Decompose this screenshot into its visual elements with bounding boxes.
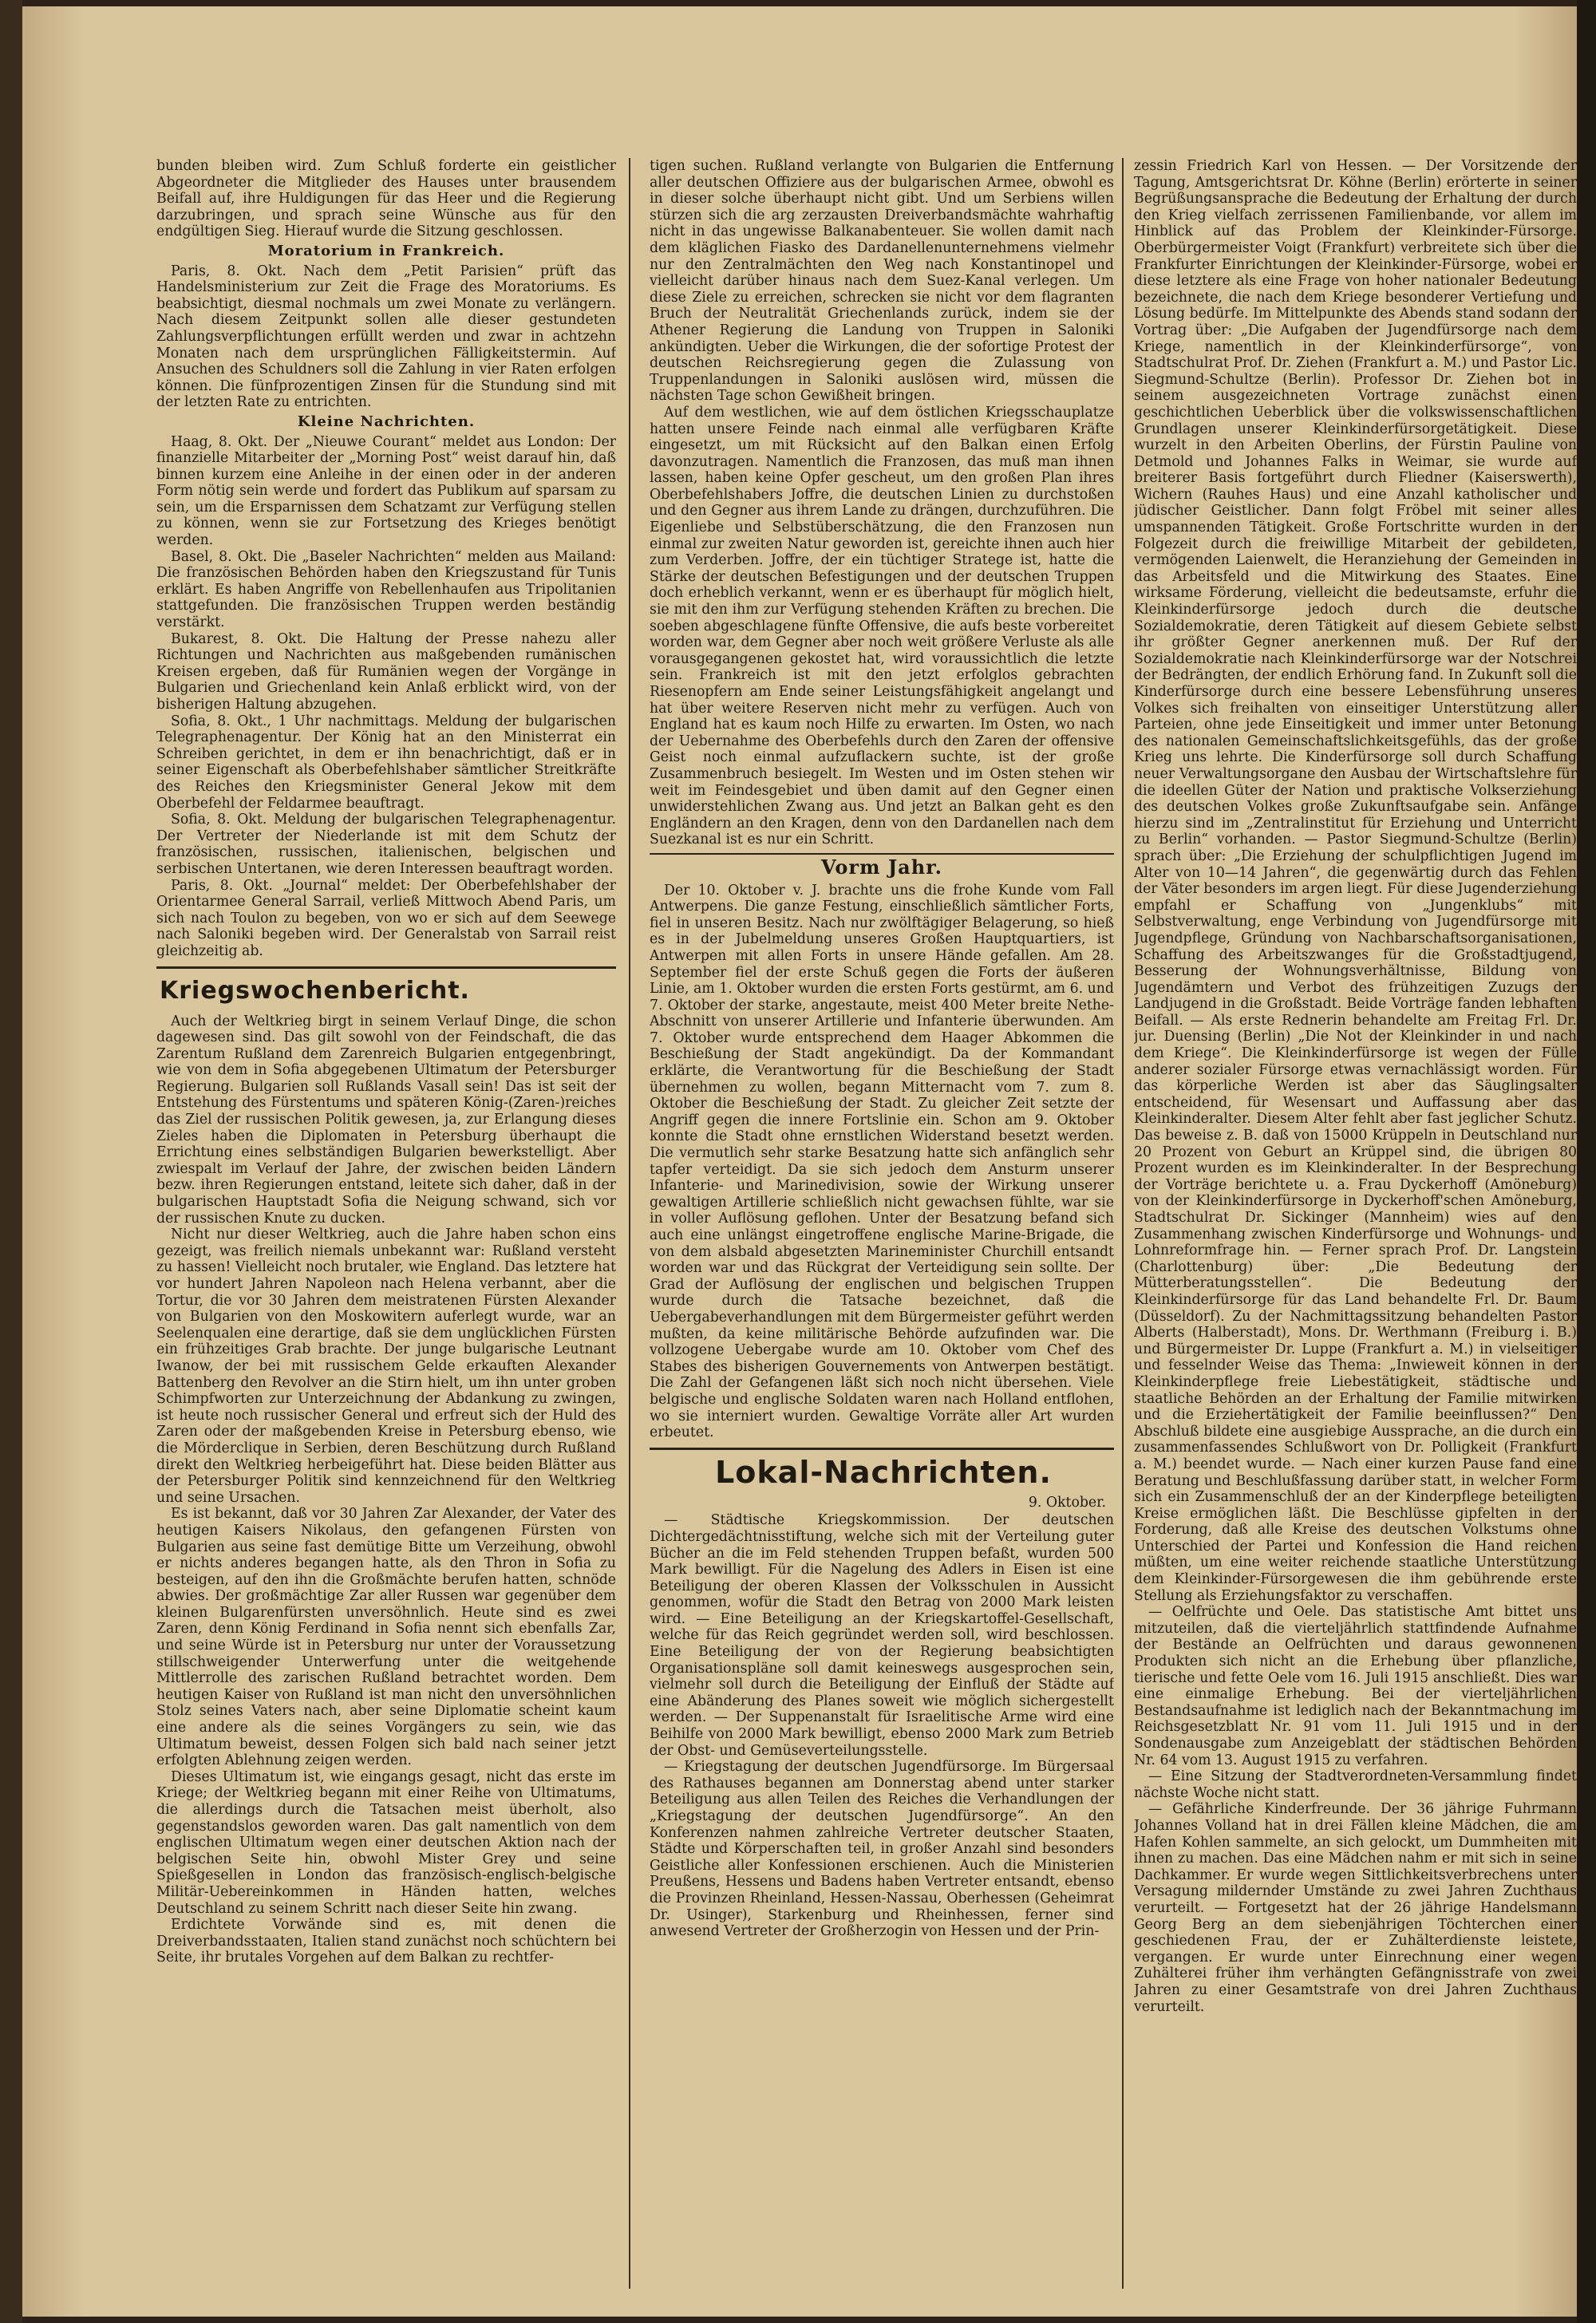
heading-moratorium: Moratorium in Frankreich. bbox=[267, 242, 505, 259]
paragraph: Basel, 8. Okt. Die „Baseler Nachrichten“ melden aus Mailand: Die französischen Behörden haben den Kriegszustand für Tunis erklärt. Es haben Angriffe von Rebellenhaufen aus Tripolitanien stattgefunden. Die französischen Truppen werden beständig verstärkt. bbox=[156, 548, 616, 631]
heading-kriegswochenbericht: Kriegswochenbericht. bbox=[160, 976, 470, 1005]
newspaper-page bbox=[22, 6, 1577, 2317]
paragraph: — Eine Sitzung der Stadtverordneten-Versammlung findet nächste Woche nicht statt. bbox=[1134, 1768, 1577, 1801]
paragraph: Paris, 8. Okt. „Journal“ meldet: Der Oberbefehlshaber der Orientarmee General Sarrail, verließ Mittwoch Abend Paris, um sich nach Toulon zu begeben, von wo er sich auf dem Seewege nach Saloniki begeben wird. Der Generalstab von Sarrail reist gleichzeitig ab. bbox=[156, 877, 616, 959]
column-divider-1 bbox=[629, 158, 630, 2289]
heading-lokal-nachrichten: Lokal-Nachrichten. bbox=[715, 1454, 1052, 1490]
paragraph: zessin Friedrich Karl von Hessen. — Der Vorsitzende der Tagung, Amtsgerichtsrat Dr. Köhne (Berlin) erörterte in seiner Begrüßungsansprache die Bedeutung der Erhaltung der durch den Krieg vielfach zerrissenen Familienbande, vor allem im Hinblick auf das Problem der Kleinkinder-Fürsorge. Oberbürgermeister Voigt (Frankfurt) verbreitete sich über die Frankfurter Einrichtungen der Kleinkinder-Fürsorge, wobei er diese letztere als eine Frage von hoher nationaler Bedeutung bezeichnete, die nach dem Kriege besonderer Vertiefung und Lösung bedürfe. Im Mittelpunkte des Abends stand sodann der Vortrag über: „Die Aufgaben der Jugendfürsorge nach dem Kriege, namentlich in der Kleinkinderfürsorge“, von Stadtschulrat Prof. Dr. Ziehen (Frankfurt a. M.) und Pastor Lic. Siegmund-Schultze (Berlin). Professor Dr. Ziehen bot in seinem ausgezeichneten Vortrage zunächst einen geschichtlichen Ueberblick über die volkswissenschaftlichen Grundlagen unserer Kleinkinderfürsorgetätigkeit. Diese wurzelt in den Arbeiten Oberlins, der Fürstin Pauline von Detmold und Johannes Falks in Weimar, sie wurde auf breiterer Basis fortgeführt durch Fliedner (Kaiserswerth), Wichern (Rauhes Haus) und eine Anzahl katholischer und jüdischer Geistlicher. Dann folgt Fröbel mit seiner alles umspannenden Tätigkeit. Große Fortschritte wurden in der Folgezeit durch die freiwillige Mitarbeit der gebildeten, vermögenden Laienwelt, die Heranziehung der Gemeinden in das Arbeitsfeld und die Mitwirkung des Staates. Eine wirksame Förderung, vielleicht die bedeutsamste, erfuhr die Kleinkinderfürsorge jedoch durch die deutsche Sozialdemokratie, deren Tätigkeit auf diesem Gebiete selbst ihr größter Gegner anerkennen muß. Der Ruf der Sozialdemokratie nach Kleinkinderfürsorge war der Notschrei der Bedrängten, der endlich Erhörung fand. In Zukunft soll die Kinderfürsorge durch eine bessere Lebensführung unseres Volkes sich freihalten von einseitiger Unterstützung aller Parteien, ohne jede Einseitigkeit und immer unter Betonung des nationalen Gemeinschaftslichkeitsgefühls, das der große Krieg uns lehrte. Die Kinderfürsorge soll durch Schaffung neuer Verwaltungsorgane den Ausbau der Wirtschaftslehre für die ideellen Güter der Nation und praktische Volkserziehung des deutschen Volkes große Zukunftsaufgabe sein. Anfänge hierzu sind im „Zentralinstitut für Erziehung und Unterricht zu Berlin“ vorhanden. — Pastor Siegmund-Schultze (Berlin) sprach über: „Die Erziehung der schulpflichtigen Jugend im Alter von 10—14 Jahren“, die gegenwärtig durch das Fehlen der Väter besonders im argen liegt. Für diese Jugenderziehung empfahl er Schaffung von „Jungenklubs“ mit Selbstverwaltung, enge Verbindung von Jugendfürsorge mit Jugendpflege, Gründung von Nachbarschaftsorganisationen, Schaffung des Arbeitszwanges für die Großstadtjugend, Besserung der Wohnungsverhältnisse, Bildung von Jugendämtern und Verbot des frühzeitigen Zuzugs der Landjugend in die Großstadt. Beide Vorträge fanden lebhaften Beifall. — Als erste Rednerin behandelte am Freitag Frl. Dr. jur. Duensing (Berlin) „Die Not der Kleinkinder in und nach dem Kriege“. Die Kleinkinderfürsorge ist wegen der Fülle anderer sozialer Fürsorge etwas vernachlässigt worden. Für das körperliche Werden ist aber das Säuglingsalter entscheidend, für Wesensart und Auffassung aber das Kleinkinderalter. Diesem Alter fehlt aber fast jeglicher Schutz. Das beweise z. B. daß von 15000 Krüppeln in Deutschland nur 20 Prozent von Geburt an Krüppel sind, die übrigen 80 Prozent wurden es im Kleinkinderalter. In der Besprechung der Vorträge berichtete u. a. Frau Dyckerhoff (Amöneburg) von der Kleinkinderfürsorge in Dyckerhoff'schen Amöneburg, Stadtschulrat Dr. Sickinger (Mannheim) wies auf den Zusammenhang zwischen Kinderfürsorge und Wohnungs- und Lohnreformfrage hin. — Ferner sprach Prof. Dr. Langstein (Charlottenburg) über: „Die Bedeutung der Mütterberatungsstellen“. Die Bedeutung der Kleinkinderfürsorge für das Land behandelte Frl. Dr. Baum (Düsseldorf). Zu der Nachmittagssitzung behandelten Pastor Alberts (Halberstadt), Mons. Dr. Werthmann (Freiburg i. B.) und Bürgermeister Dr. Luppe (Frankfurt a. M.) in vielseitiger und fesselnder Weise das Thema: „Inwieweit können in der Kleinkinderpflege freie Liebestätigkeit, städtische und staatliche Behörden an der Erhaltung der Familie mitwirken und die Erziehertätigkeit der Familie beeinflussen?“ Den Abschluß bildete eine ausgiebige Aussprache, an die durch ein zusammenfassendes Schlußwort von Dr. Polligkeit (Frankfurt a. M.) beendet wurde. — Nach einer kurzen Pause fand eine Beratung und Beschlußfassung darüber statt, in welcher Form sich ein Zusammenschluß der an der Kinderpflege beteiligten Kreise ermöglichen läßt. Die Beschlüsse gipfelten in der Forderung, daß alle Kreise des deutschen Volkstums ohne Unterschied der Partei und Konfession die Hand reichen müßten, um eine weiter reichende staatliche Unterstützung dem Kleinkinder-Fürsorgewesen die ihm gebührende erste Stellung als Erziehungsfaktor zu verschaffen. bbox=[1134, 158, 1577, 1604]
paragraph: — Oelfrüchte und Oele. Das statistische Amt bittet uns mitzuteilen, daß die vierteljährlich stattfindende Aufnahme der Bestände an Oelfrüchten und daraus gewonnenen Produkten sich nicht an die Erhebung über pflanzliche, tierische und fette Oele vom 16. Juli 1915 anschließt. Dies war eine einmalige Erhebung. Bei der vierteljährlichen Bestandsaufnahme ist lediglich nach der Bekanntmachung im Reichsgesetzblatt Nr. 91 vom 11. Juli 1915 und in der Sondenausgabe zum Anzeigeblatt der städtischen Behörden Nr. 64 vom 13. August 1915 zu verfahren. bbox=[1134, 1604, 1577, 1768]
paragraph: tigen suchen. Rußland verlangte von Bulgarien die Entfernung aller deutschen Offiziere aus der bulgarischen Armee, obwohl es in dieser solche überhaupt nicht gibt. Und um Serbiens willen stürzen sich die arg zerzausten Dreiverbandsmächte wahrhaftig nicht in das ungewisse Balkanabenteuer. Sie wollen damit nach dem kläglichen Fiasko des Dardanellenunternehmens vielmehr nur den Zentralmächten den Weg nach Konstantinopel und vielleicht darüber hinaus nach dem Suez-Kanal verlegen. Um diese Ziele zu erreichen, schrecken sie nicht vor dem flagranten Bruch der Neutralität Griechenlands zurück, indem sie der Athener Regierung die Landung von Truppen in Saloniki ankündigten. Ueber die Wirkungen, die der sofortige Protest der deutschen Reichsregierung gegen die Zulassung von Truppenlandungen in Saloniki auslösen wird, müssen die nächsten Tage schon Gewißheit bringen. bbox=[650, 158, 1114, 405]
paragraph: bunden bleiben wird. Zum Schluß forderte ein geistlicher Abgeordneter die Mitglieder des Hauses unter brausendem Beifall auf, ihre Huldigungen für das Heer und die Regierung darzubringen, und sprach seine Wünsche aus für den endgültigen Sieg. Hierauf wurde die Sitzung geschlossen. bbox=[156, 158, 616, 240]
heading-vorm-jahr: Vorm Jahr. bbox=[821, 855, 942, 879]
paragraph: Bukarest, 8. Okt. Die Haltung der Presse nahezu aller Richtungen und Nachrichten aus maßgebenden rumänischen Kreisen ergeben, daß für Rumänien wegen der Vorgänge in Bulgarien und Griechenland kein Anlaß erblickt wird, von der bisherigen Haltung abzugehen. bbox=[156, 630, 616, 713]
paragraph: Paris, 8. Okt. Nach dem „Petit Parisien“ prüft das Handelsministerium zur Zeit die Frage des Moratoriums. Es beabsichtigt, diesmal nochmals um zwei Monate zu verlängern. Nach diesem Zeitpunkt sollen alle dieser gestundeten Zahlungsverpflichtungen erfüllt werden und zwar in achtzehn Monaten nach dem ursprünglichen Fälligkeitstermin. Auf Ansuchen des Schuldners soll die Zahlung in vier Raten erfolgen können. Die fünfprozentigen Zinsen für die Stundung sind mit der letzten Rate zu entrichten. bbox=[156, 263, 616, 411]
paragraph: Erdichtete Vorwände sind es, mit denen die Dreiverbandsstaaten, Italien stand zunächst noch schüchtern bei Seite, ihr brutales Vorgehen auf dem Balkan zu rechtfer- bbox=[156, 1917, 616, 1966]
scan-edge-left bbox=[0, 0, 22, 2323]
paragraph: Haag, 8. Okt. Der „Nieuwe Courant“ meldet aus London: Der finanzielle Mitarbeiter der „Morning Post“ weist darauf hin, daß binnen kurzem eine Anleihe in der einen oder in der anderen Form nötig sein werde und fordert das Publikum auf sparsam zu sein, um die Ersparnissen dem Schatzamt zur Verfügung stellen zu können, wenn sie zur Fortsetzung des Krieges benötigt werden. bbox=[156, 433, 616, 549]
paragraph: Nicht nur dieser Weltkrieg, auch die Jahre haben schon eins gezeigt, was freilich niemals unbekannt war: Rußland versteht zu hassen! Vielleicht noch brutaler, wie England. Das letztere hat vor hundert Jahren Napoleon nach Helena verbannt, aber die Tortur, die vor 30 Jahren dem meistratenen Fürsten Alexander von Bulgarien von den Moskowitern auferlegt wurde, war an Seelenqualen eine derartige, daß sie dem unglücklichen Fürsten ein frühzeitiges Grab brachte. Der junge bulgarische Leutnant Iwanow, der bei mit russischem Gelde erkauften Alexander Battenberg den Revolver an die Stirn hielt, um ihn unter groben Schimpfworten zur Unterzeichnung der Abdankung zu zwingen, ist heute noch russischer General und erfreut sich der Huld des Zaren oder der maßgebenden Kreise in Petersburg ebenso, wie die Mörderclique in Serbien, deren Beschützung durch Rußland direkt den Weltkrieg herbeigeführt hat. Diese beiden Blätter aus der Petersburger Politik sind kennzeichnend für den Weltkrieg und seine Ursachen. bbox=[156, 1227, 616, 1506]
column-3 bbox=[1134, 158, 1577, 2313]
column-1 bbox=[156, 158, 616, 2313]
column-2 bbox=[650, 158, 1114, 2313]
paragraph: — Kriegstagung der deutschen Jugendfürsorge. Im Bürgersaal des Rathauses begannen am Donnerstag abend unter starker Beteiligung aus allen Teilen des Reiches die Verhandlungen der „Kriegstagung der deutschen Jugendfürsorge“. An den Konferenzen nahmen zahlreiche Vertreter deutscher Staaten, Städte und Körperschaften teil, in großer Anzahl sind besonders Geistliche aller Konfessionen erschienen. Auch die Ministerien Preußens, Hessens und Badens haben Vertreter entsandt, ebenso die Provinzen Rheinland, Hessen-Nassau, Oberhessen (Geheimrat Dr. Usinger), Starkenburg und Rheinhessen, ferner sind anwesend Vertreter der Großherzogin von Hessen und der Prin- bbox=[650, 1759, 1114, 1940]
paragraph: Dieses Ultimatum ist, wie eingangs gesagt, nicht das erste im Kriege; der Weltkrieg begann mit einer Reihe von Ultimatums, die allerdings durch die Tatsachen meist überholt, also gegenstandslos geworden waren. Das galt namentlich von dem englischen Ultimatum wegen einer deutschen Aktion nach der belgischen Seite hin, obwohl Mister Grey und seine Spießgesellen in London das französisch-englisch-belgische Militär-Uebereinkommen in Händen hatten, welches Deutschland zu seinem Schritt nach dieser Seite hin zwang. bbox=[156, 1768, 616, 1917]
section-rule bbox=[650, 853, 1114, 855]
paragraph: Der 10. Oktober v. J. brachte uns die frohe Kunde vom Fall Antwerpens. Die ganze Festung, einschließlich sämtlicher Forts, fiel in unseren Besitz. Nach nur zwölftägiger Belagerung, so hieß es in der Jubelmeldung unseres Großen Hauptquartiers, ist Antwerpen mit allen Forts in unsere Hände gefallen. Am 28. September fiel der erste Schuß gegen die Forts der äußeren Linie, am 1. Oktober wurden die ersten Forts gestürmt, am 6. und 7. Oktober der starke, angestaute, meist 400 Meter breite Nethe-Abschnitt von unserer Artillerie und Infanterie überwunden. Am 7. Oktober wurde entsprechend dem Haager Abkommen die Beschießung der Stadt angekündigt. Da der Kommandant erklärte, die Verantwortung für die Beschießung der Stadt übernehmen zu wollen, begann Mitternacht vom 7. zum 8. Oktober die Beschießung der Stadt. Zu gleicher Zeit setzte der Angriff gegen die innere Fortslinie ein. Schon am 9. Oktober konnte die Stadt ohne ernstlichen Widerstand besetzt werden. Die vermutlich sehr starke Besatzung hatte sich anfänglich sehr tapfer verteidigt. Da sie sich jedoch dem Ansturm unserer Infanterie- und Marinedivision, sowie der Wirkung unserer gewaltigen Artillerie schließlich nicht gewachsen fühlte, war sie in voller Auflösung geflohen. Unter der Besatzung befand sich auch eine unlängst eingetroffene englische Marine-Brigade, die von dem alsbald abgesetzten Marineminister Churchill entsandt worden war und das Rückgrat der Verteidigung sein sollte. Der Grad der Auflösung der englischen und belgischen Truppen wurde durch die Tatsache bezeichnet, daß die Uebergabeverhandlungen mit dem Bürgermeister geführt werden mußten, da keine militärische Behörde aufzufinden war. Die vollzogene Uebergabe wurde am 10. Oktober vom Chef des Stabes des bisherigen Gouvernements von Antwerpen bestätigt. Die Zahl der Gefangenen läßt sich noch nicht übersehen. Viele belgische und englische Soldaten waren nach Holland entflohen, wo sie interniert wurden. Gewaltige Vorräte aller Art wurden erbeutet. bbox=[650, 882, 1114, 1441]
dateline: 9. Oktober. bbox=[1028, 1494, 1106, 1511]
heading-kleine-nachrichten: Kleine Nachrichten. bbox=[297, 413, 476, 430]
paragraph: Auf dem westlichen, wie auf dem östlichen Kriegsschauplatze hatten unsere Feinde nach einmal alle verfügbaren Kräfte eingesetzt, um mit Rücksicht auf den Balkan einen Erfolg davonzutragen. Namentlich die Franzosen, das muß man ihnen lassen, haben keine Opfer gescheut, um den großen Plan ihres Oberbefehlshabers Joffre, die deutschen Linien zu durchstoßen und den Gegner aus ihrem Lande zu drängen, durchzuführen. Die Eigenliebe und Selbstüberschätzung, die den Franzosen nun einmal zur zweiten Natur geworden ist, gereichte ihnen auch hier zum Verderben. Joffre, der ein tüchtiger Stratege ist, hatte die Stärke der deutschen Befestigungen und der deutschen Truppen doch erheblich verkannt, wenn er es überhaupt für möglich hielt, sie mit den ihm zur Verfügung stehenden Kräften zu brechen. Die soeben abgeschlagene fünfte Offensive, die aufs beste vorbereitet worden war, dem Gegner aber noch weit größere Verluste als alle vorausgegangenen gekostet hat, wird voraussichtlich die letzte sein. Frankreich ist mit den jetzt erfolglos gebrachten Riesenopfern am Ende seiner Leistungsfähigkeit angelangt und hat über weitere Reserven nicht mehr zu verfügen. Auch von England hat es kaum noch Hilfe zu erwarten. Im Osten, wo nach der Uebernahme des Oberbefehls durch den Zaren der offensive Geist noch einmal aufzuflackern suchte, ist der große Zusammenbruch besiegelt. Im Westen und im Osten stehen wir weit im Feindesgebiet und üben damit auf den Gegner einen unwiderstehlichen Zwang aus. Und jetzt an Balkan geht es den Engländern an den Kragen, denn von den Dardanellen nach dem Suezkanal ist es nur ein Schritt. bbox=[650, 404, 1114, 848]
section-rule bbox=[156, 966, 616, 969]
column-divider-2 bbox=[1122, 158, 1124, 2289]
paragraph: — Gefährliche Kinderfreunde. Der 36 jährige Fuhrmann Johannes Volland hat in drei Fällen kleine Mädchen, die am Hafen Kohlen sammelte, an sich gelockt, um Dummheiten mit ihnen zu machen. Das eine Mädchen nahm er mit sich in seine Dachkammer. Er wurde wegen Sittlichkeitsverbrechens unter Versagung mildernder Umstände zu zwei Jahren Zuchthaus verurteilt. — Fortgesetzt hat der 26 jährige Handelsmann Georg Berg an dem siebenjährigen Töchterchen einer geschiedenen Frau, der er Zuhälterdienste leistete, vergangen. Er wurde unter Einrechnung einer wegen Zuhälterei früher ihm verhängten Gefängnisstrafe von zwei Jahren zu einer Gesamtstrafe von drei Jahren Zuchthaus verurteilt. bbox=[1134, 1801, 1577, 2015]
paragraph: Sofia, 8. Okt., 1 Uhr nachmittags. Meldung der bulgarischen Telegraphenagentur. Der König hat an den Ministerrat ein Schreiben gerichtet, in dem er ihn benachrichtigt, daß er in seiner Eigenschaft als Oberbefehlshaber sämtlicher Streitkräfte des Reiches den Kriegsminister General Jekow mit dem Oberbefehl der Feldarmee beauftragt. bbox=[156, 713, 616, 812]
paragraph: Auch der Weltkrieg birgt in seinem Verlauf Dinge, die schon dagewesen sind. Das gilt sowohl von der Feindschaft, die das Zarentum Rußland dem Zarenreich Bulgarien entgegenbringt, wie von dem in Sofia abgegebenen Ultimatum der Petersburger Regierung. Bulgarien soll Rußlands Vasall sein! Das ist seit der Entstehung des Fürstentums und späteren König-(Zaren-)reiches das Ziel der russischen Politik gewesen, ja, zur Erlangung dieses Zieles haben die Diplomaten in Petersburg überhaupt die Errichtung eines selbständigen Bulgarien bewerkstelligt. Aber zwiespalt im Verlauf der Jahre, der zwischen beiden Ländern bezw. ihren Regierungen entstand, leitete sich daher, daß in der bulgarischen Hauptstadt Sofia die Neigung schwand, sich vor der russischen Knute zu ducken. bbox=[156, 1013, 616, 1227]
paragraph: — Städtische Kriegskommission. Der deutschen Dichtergedächtnisstiftung, welche sich mit der Verteilung guter Bücher an die im Feld stehenden Truppen befaßt, wurden 500 Mark bewilligt. Für die Nagelung des Adlers in Eisen ist eine Beteiligung der oberen Klassen der Volksschulen in Aussicht genommen, wofür die Stadt den Betrag von 2000 Mark leisten wird. — Eine Beteiligung an der Kriegskartoffel-Gesellschaft, welche für das Reich gegründet werden soll, wird beschlossen. Eine Beteiligung der von der Regierung beabsichtigten Organisationspläne soll damit keineswegs ausgesprochen sein, vielmehr soll durch die Beteiligung der Einfluß der Städte auf eine Abänderung des Planes soweit wie möglich sichergestellt werden. — Der Suppenanstalt für Israelitische Arme wird eine Beihilfe von 2000 Mark bewilligt, ebenso 2000 Mark zum Betrieb der Obst- und Gemüseverteilungsstelle. bbox=[650, 1512, 1114, 1759]
paragraph: Es ist bekannt, daß vor 30 Jahren Zar Alexander, der Vater des heutigen Kaisers Nikolaus, den gefangenen Fürsten von Bulgarien aus seine fast demütige Bitte um Verzeihung, obwohl er nichts anderes begangen hatte, als den Thron in Sofia zu besteigen, auf den ihn die Großmächte berufen hatten, schnöde abwies. Der großmächtige Zar aller Russen war gegenüber dem kleinen Bulgarenfürsten unversöhnlich. Heute sind es zwei Zaren, denn König Ferdinand in Sofia nennt sich ebenfalls Zar, und seine Würde ist in Petersburg nur unter der Voraussetzung stillschweigender Unterwerfung unter die weitgehende Mittlerrolle des zarischen Rußland betrachtet worden. Dem heutigen Kaiser von Rußland ist man nicht den unversöhnlichen Stolz seines Vaters nach, aber seine Diplomatie scheint kaum eine andere als die seines Vorgängers zu sein, wie das Ultimatum beweist, dessen Folgen sich bald nach seiner jetzt erfolgten Ablehnung zeigen werden. bbox=[156, 1506, 616, 1769]
section-rule bbox=[650, 1448, 1114, 1450]
scan-edge-right bbox=[1577, 0, 1596, 2323]
paragraph: Sofia, 8. Okt. Meldung der bulgarischen Telegraphenagentur. Der Vertreter der Niederlande ist mit dem Schutz der französischen, russischen, italienischen, belgischen und serbischen Untertanen, wie deren Interessen beauftragt worden. bbox=[156, 812, 616, 877]
